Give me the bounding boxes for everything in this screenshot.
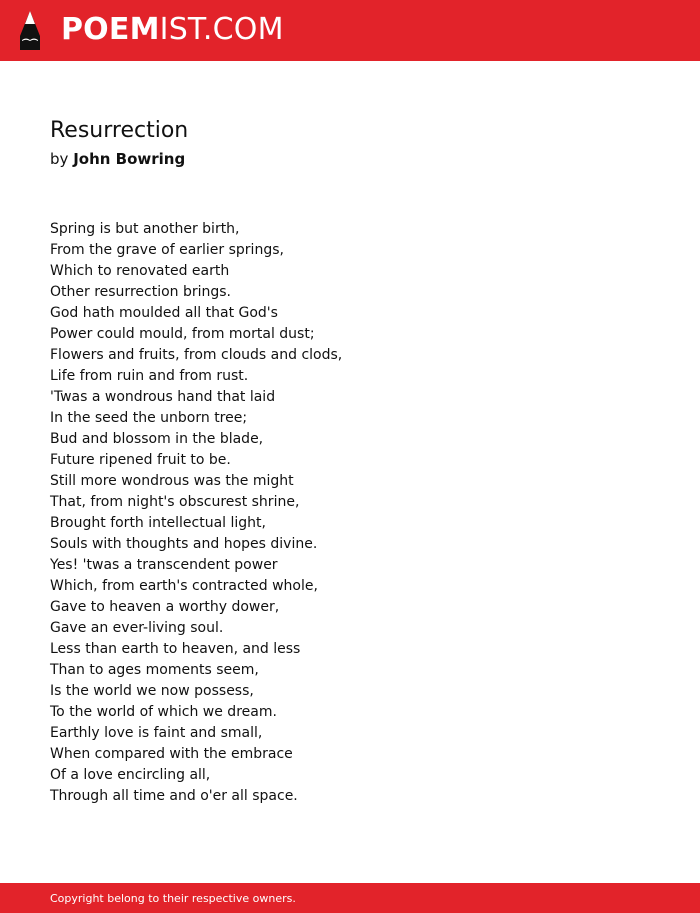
poem-line: Is the world we now possess, — [50, 683, 254, 699]
poem-line: Earthly love is faint and small, — [50, 725, 263, 741]
poem-line: Than to ages moments seem, — [50, 662, 259, 678]
poem-line: In the seed the unborn tree; — [50, 410, 248, 426]
poem-line: Of a love encircling all, — [50, 767, 211, 783]
poem-line: Yes! 'twas a transcendent power — [50, 557, 278, 573]
poem-line: Which, from earth's contracted whole, — [50, 578, 318, 594]
poem-line: That, from night's obscurest shrine, — [50, 494, 300, 510]
poem-line: Less than earth to heaven, and less — [50, 641, 301, 657]
logo-text-light: IST.COM — [159, 12, 284, 47]
poem-title: Resurrection — [50, 118, 189, 143]
poem-line: To the world of which we dream. — [50, 704, 277, 720]
poem-line: Which to renovated earth — [50, 263, 230, 279]
poem-line: From the grave of earlier springs, — [50, 242, 284, 258]
poem-line: Brought forth intellectual light, — [50, 515, 266, 531]
poem-line: Souls with thoughts and hopes divine. — [50, 536, 318, 552]
site-footer — [0, 883, 700, 913]
poem-line: God hath moulded all that God's — [50, 305, 278, 321]
pencil-tip-icon[interactable] — [18, 10, 42, 51]
site-header — [0, 0, 700, 61]
poem-line: Gave to heaven a worthy dower, — [50, 599, 280, 615]
poem-line: Other resurrection brings. — [50, 284, 232, 300]
poem-line: Spring is but another birth, — [50, 221, 240, 237]
poem-line: Still more wondrous was the might — [50, 473, 294, 489]
poem-line: Future ripened fruit to be. — [50, 452, 231, 468]
poem-body — [50, 219, 342, 807]
poem-line: Bud and blossom in the blade, — [50, 431, 264, 447]
poem-line: When compared with the embrace — [50, 746, 293, 762]
copyright-text: Copyright belong to their respective owners. — [50, 892, 296, 905]
poem-line: Flowers and fruits, from clouds and clods, — [50, 347, 343, 363]
poem-line: Through all time and o'er all space. — [50, 788, 298, 804]
logo-text-bold: POEM — [61, 12, 160, 47]
site-logo[interactable] — [61, 12, 284, 48]
poem-line: 'Twas a wondrous hand that laid — [50, 389, 276, 405]
poem-line: Life from ruin and from rust. — [50, 368, 249, 384]
byline-prefix: by — [50, 150, 69, 168]
poem-byline — [50, 149, 185, 169]
poem-author: John Bowring — [73, 150, 186, 168]
poem-line: Gave an ever-living soul. — [50, 620, 224, 636]
poem-line: Power could mould, from mortal dust; — [50, 326, 315, 342]
